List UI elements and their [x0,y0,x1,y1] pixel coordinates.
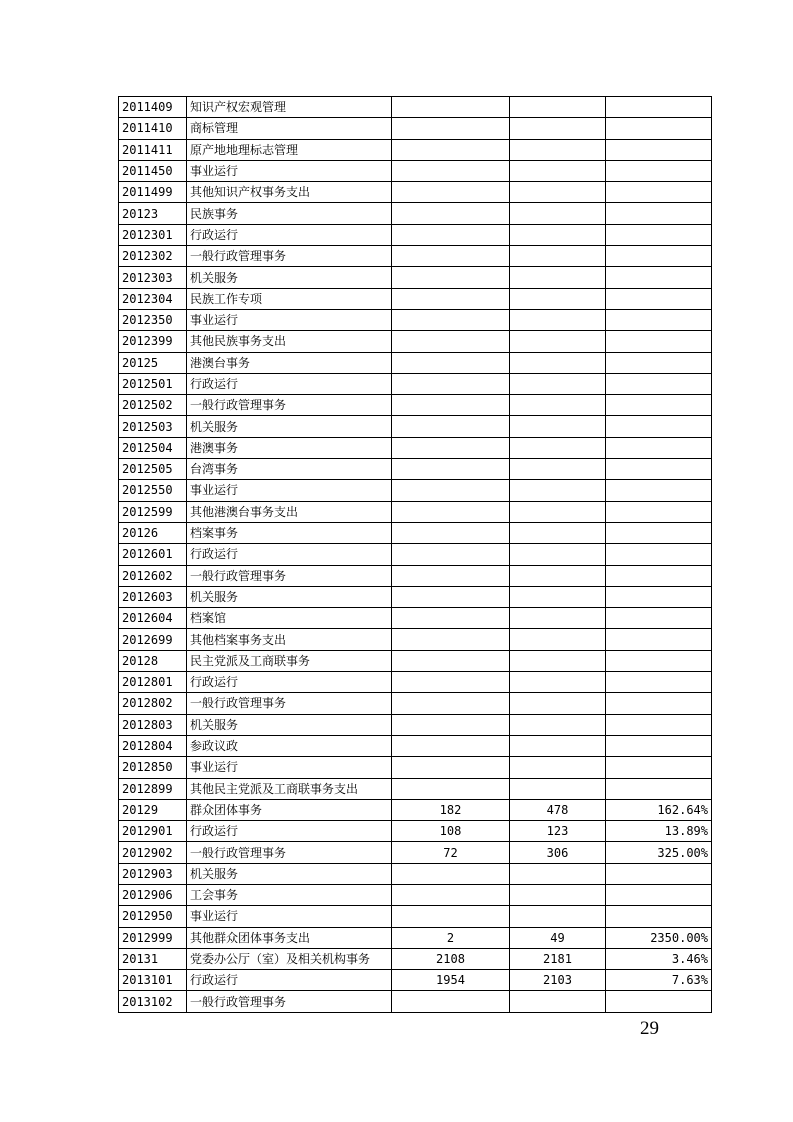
table-row [119,544,712,565]
value-2-cell: 2181 [510,948,606,969]
item-name-cell: 事业运行 [187,160,392,181]
code-cell: 2012850 [119,757,187,778]
table-row [119,778,712,799]
table-row [119,948,712,969]
table-row [119,416,712,437]
value-1-cell: 2108 [392,948,510,969]
value-2-cell [510,884,606,905]
table-row [119,246,712,267]
value-2-cell [510,224,606,245]
code-cell: 2011499 [119,182,187,203]
value-1-cell: 2 [392,927,510,948]
value-1-cell [392,650,510,671]
item-name-cell: 工会事务 [187,884,392,905]
change-percent-cell [606,522,712,543]
item-name-cell: 机关服务 [187,714,392,735]
code-cell: 20131 [119,948,187,969]
value-2-cell [510,565,606,586]
code-cell: 20126 [119,522,187,543]
change-percent-cell: 325.00% [606,842,712,863]
code-cell: 2013102 [119,991,187,1012]
value-1-cell [392,437,510,458]
code-cell: 2012502 [119,395,187,416]
value-2-cell [510,501,606,522]
table-row [119,629,712,650]
value-1-cell [392,97,510,118]
item-name-cell: 事业运行 [187,309,392,330]
value-1-cell: 1954 [392,970,510,991]
value-1-cell [392,672,510,693]
value-1-cell [392,778,510,799]
item-name-cell: 群众团体事务 [187,799,392,820]
item-name-cell: 一般行政管理事务 [187,991,392,1012]
item-name-cell: 民族事务 [187,203,392,224]
item-name-cell: 事业运行 [187,757,392,778]
value-2-cell [510,373,606,394]
item-name-cell: 机关服务 [187,586,392,607]
code-cell: 20129 [119,799,187,820]
value-1-cell [392,906,510,927]
value-2-cell [510,544,606,565]
value-1-cell [392,735,510,756]
value-1-cell [392,522,510,543]
value-1-cell [392,693,510,714]
page-number: 29 [640,1018,659,1039]
value-2-cell [510,160,606,181]
item-name-cell: 行政运行 [187,544,392,565]
code-cell: 2012906 [119,884,187,905]
code-cell: 2012903 [119,863,187,884]
table-row [119,373,712,394]
table-row [119,991,712,1012]
item-name-cell: 商标管理 [187,118,392,139]
item-name-cell: 机关服务 [187,416,392,437]
value-1-cell [392,459,510,480]
value-2-cell [510,522,606,543]
value-2-cell [510,735,606,756]
table-row [119,672,712,693]
value-1-cell [392,139,510,160]
value-1-cell: 108 [392,821,510,842]
code-cell: 20125 [119,352,187,373]
change-percent-cell [606,459,712,480]
value-2-cell [510,608,606,629]
change-percent-cell: 162.64% [606,799,712,820]
item-name-cell: 行政运行 [187,821,392,842]
item-name-cell: 一般行政管理事务 [187,395,392,416]
code-cell: 2012803 [119,714,187,735]
value-2-cell [510,118,606,139]
item-name-cell: 其他民族事务支出 [187,331,392,352]
value-1-cell [392,288,510,309]
code-cell: 2012899 [119,778,187,799]
change-percent-cell [606,586,712,607]
value-1-cell [392,267,510,288]
change-percent-cell [606,778,712,799]
item-name-cell: 机关服务 [187,267,392,288]
code-cell: 2012505 [119,459,187,480]
change-percent-cell [606,480,712,501]
item-name-cell: 行政运行 [187,224,392,245]
change-percent-cell [606,757,712,778]
value-1-cell [392,160,510,181]
table-row [119,459,712,480]
table-row [119,757,712,778]
value-1-cell [392,629,510,650]
item-name-cell: 一般行政管理事务 [187,565,392,586]
table-row [119,395,712,416]
code-cell: 2012801 [119,672,187,693]
code-cell: 2013101 [119,970,187,991]
code-cell: 2012550 [119,480,187,501]
item-name-cell: 一般行政管理事务 [187,842,392,863]
code-cell: 2012599 [119,501,187,522]
value-1-cell [392,757,510,778]
item-name-cell: 事业运行 [187,480,392,501]
value-1-cell [392,352,510,373]
code-cell: 2012303 [119,267,187,288]
table-row [119,267,712,288]
change-percent-cell [606,97,712,118]
change-percent-cell [606,693,712,714]
change-percent-cell [606,650,712,671]
change-percent-cell [606,246,712,267]
change-percent-cell [606,416,712,437]
value-2-cell: 306 [510,842,606,863]
item-name-cell: 民族工作专项 [187,288,392,309]
item-name-cell: 党委办公厅（室）及相关机构事务 [187,948,392,969]
table-row [119,118,712,139]
item-name-cell: 其他民主党派及工商联事务支出 [187,778,392,799]
code-cell: 2012504 [119,437,187,458]
item-name-cell: 台湾事务 [187,459,392,480]
item-name-cell: 港澳台事务 [187,352,392,373]
value-2-cell [510,288,606,309]
value-1-cell [392,331,510,352]
change-percent-cell [606,544,712,565]
code-cell: 2012399 [119,331,187,352]
value-2-cell [510,650,606,671]
change-percent-cell [606,288,712,309]
value-1-cell [392,863,510,884]
code-cell: 20128 [119,650,187,671]
table-row [119,203,712,224]
code-cell: 20123 [119,203,187,224]
value-2-cell [510,395,606,416]
table-row [119,139,712,160]
code-cell: 2012602 [119,565,187,586]
code-cell: 2012901 [119,821,187,842]
value-2-cell [510,459,606,480]
value-2-cell [510,906,606,927]
change-percent-cell [606,991,712,1012]
code-cell: 2012950 [119,906,187,927]
code-cell: 2012699 [119,629,187,650]
table-row [119,863,712,884]
code-cell: 2012902 [119,842,187,863]
item-name-cell: 其他档案事务支出 [187,629,392,650]
item-name-cell: 档案事务 [187,522,392,543]
value-2-cell [510,991,606,1012]
table-row [119,735,712,756]
table-row [119,182,712,203]
change-percent-cell [606,395,712,416]
table-row [119,160,712,181]
value-1-cell [392,182,510,203]
table-row [119,437,712,458]
value-2-cell [510,267,606,288]
change-percent-cell [606,629,712,650]
change-percent-cell [606,267,712,288]
value-1-cell [392,586,510,607]
table-row [119,97,712,118]
item-name-cell: 参政议政 [187,735,392,756]
change-percent-cell [606,863,712,884]
value-1-cell [392,224,510,245]
change-percent-cell [606,735,712,756]
value-1-cell [392,565,510,586]
code-cell: 2012302 [119,246,187,267]
table-row [119,842,712,863]
code-cell: 2012603 [119,586,187,607]
value-1-cell [392,309,510,330]
table-row [119,927,712,948]
item-name-cell: 其他港澳台事务支出 [187,501,392,522]
value-2-cell [510,714,606,735]
table-row [119,522,712,543]
value-2-cell: 123 [510,821,606,842]
code-cell: 2011411 [119,139,187,160]
change-percent-cell [606,437,712,458]
code-cell: 2012804 [119,735,187,756]
item-name-cell: 其他知识产权事务支出 [187,182,392,203]
table-row [119,480,712,501]
value-2-cell [510,331,606,352]
item-name-cell: 原产地地理标志管理 [187,139,392,160]
value-2-cell [510,672,606,693]
change-percent-cell [606,714,712,735]
change-percent-cell [606,160,712,181]
value-1-cell [392,884,510,905]
change-percent-cell [606,331,712,352]
item-name-cell: 一般行政管理事务 [187,693,392,714]
code-cell: 2011409 [119,97,187,118]
value-2-cell [510,139,606,160]
item-name-cell: 一般行政管理事务 [187,246,392,267]
item-name-cell: 行政运行 [187,373,392,394]
table-row [119,970,712,991]
value-2-cell [510,97,606,118]
table-row [119,288,712,309]
item-name-cell: 知识产权宏观管理 [187,97,392,118]
code-cell: 2012304 [119,288,187,309]
change-percent-cell [606,224,712,245]
value-1-cell [392,416,510,437]
table-row [119,884,712,905]
change-percent-cell: 7.63% [606,970,712,991]
value-2-cell [510,629,606,650]
value-2-cell [510,182,606,203]
value-1-cell [392,480,510,501]
code-cell: 2012350 [119,309,187,330]
item-name-cell: 民主党派及工商联事务 [187,650,392,671]
value-2-cell [510,863,606,884]
value-2-cell [510,416,606,437]
value-1-cell [392,395,510,416]
item-name-cell: 其他群众团体事务支出 [187,927,392,948]
item-name-cell: 机关服务 [187,863,392,884]
value-1-cell [392,544,510,565]
change-percent-cell [606,884,712,905]
value-1-cell [392,501,510,522]
value-2-cell: 49 [510,927,606,948]
table-row [119,799,712,820]
value-2-cell [510,309,606,330]
table-row [119,501,712,522]
table-row [119,693,712,714]
table-row [119,352,712,373]
code-cell: 2012601 [119,544,187,565]
budget-table [118,96,712,1013]
value-2-cell: 478 [510,799,606,820]
change-percent-cell: 2350.00% [606,927,712,948]
value-2-cell [510,480,606,501]
value-1-cell [392,246,510,267]
table-body [119,97,712,1013]
value-1-cell: 72 [392,842,510,863]
change-percent-cell [606,906,712,927]
change-percent-cell [606,118,712,139]
change-percent-cell [606,373,712,394]
code-cell: 2012604 [119,608,187,629]
code-cell: 2012301 [119,224,187,245]
item-name-cell: 档案馆 [187,608,392,629]
item-name-cell: 事业运行 [187,906,392,927]
value-1-cell [392,118,510,139]
value-2-cell [510,693,606,714]
table-row [119,906,712,927]
value-2-cell [510,203,606,224]
change-percent-cell [606,672,712,693]
code-cell: 2012503 [119,416,187,437]
table-row [119,309,712,330]
code-cell: 2012999 [119,927,187,948]
table-row [119,650,712,671]
code-cell: 2012802 [119,693,187,714]
value-2-cell [510,586,606,607]
table-row [119,331,712,352]
change-percent-cell [606,182,712,203]
value-2-cell [510,352,606,373]
change-percent-cell: 13.89% [606,821,712,842]
table-row [119,224,712,245]
table-row [119,586,712,607]
value-1-cell [392,608,510,629]
change-percent-cell [606,203,712,224]
change-percent-cell [606,352,712,373]
value-1-cell [392,714,510,735]
code-cell: 2011450 [119,160,187,181]
value-2-cell [510,246,606,267]
change-percent-cell [606,139,712,160]
value-2-cell [510,778,606,799]
item-name-cell: 港澳事务 [187,437,392,458]
change-percent-cell [606,608,712,629]
value-2-cell: 2103 [510,970,606,991]
change-percent-cell [606,565,712,586]
item-name-cell: 行政运行 [187,672,392,693]
value-1-cell [392,373,510,394]
table-row [119,714,712,735]
code-cell: 2011410 [119,118,187,139]
change-percent-cell [606,501,712,522]
table-row [119,821,712,842]
value-2-cell [510,757,606,778]
value-2-cell [510,437,606,458]
code-cell: 2012501 [119,373,187,394]
table-row [119,565,712,586]
value-1-cell [392,991,510,1012]
table-row [119,608,712,629]
change-percent-cell: 3.46% [606,948,712,969]
item-name-cell: 行政运行 [187,970,392,991]
change-percent-cell [606,309,712,330]
value-1-cell [392,203,510,224]
value-1-cell: 182 [392,799,510,820]
